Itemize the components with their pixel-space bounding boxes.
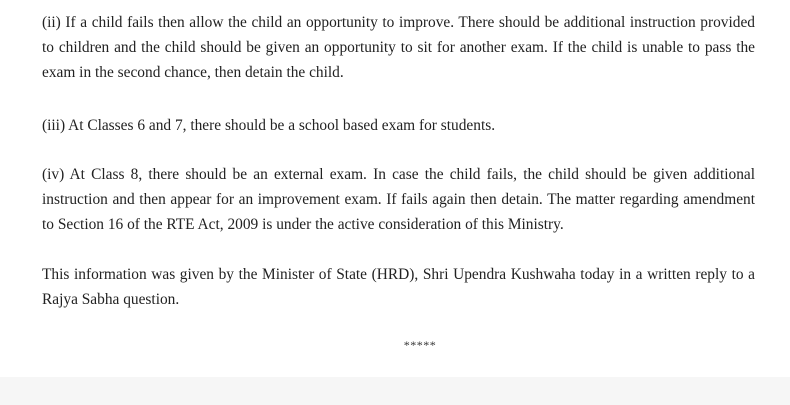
end-marker: ***** <box>403 338 437 352</box>
paragraph-closing: This information was given by the Minister of State (HRD), Shri Upendra Kushwaha today in a written reply to a Rajya Sabha question. <box>42 266 755 308</box>
paragraph-iii: (iii) At Classes 6 and 7, there should be a school based exam for students. <box>42 117 496 134</box>
paragraph-ii: (ii) If a child fails then allow the child an opportunity to improve. There should be additional instruction provided to children and the child should be given an opportunity to sit for another exam. If the child is unable to pass the exam in the second chance, then detain the child. <box>42 14 755 81</box>
paragraph-iv: (iv) At Class 8, there should be an external exam. In case the child fails, the child should be given additional instruction and then appear for an improvement exam. If fails again then detain. The matter regarding amendment to Section 16 of the RTE Act, 2009 is under the active consideration of this Ministry. <box>42 166 755 233</box>
